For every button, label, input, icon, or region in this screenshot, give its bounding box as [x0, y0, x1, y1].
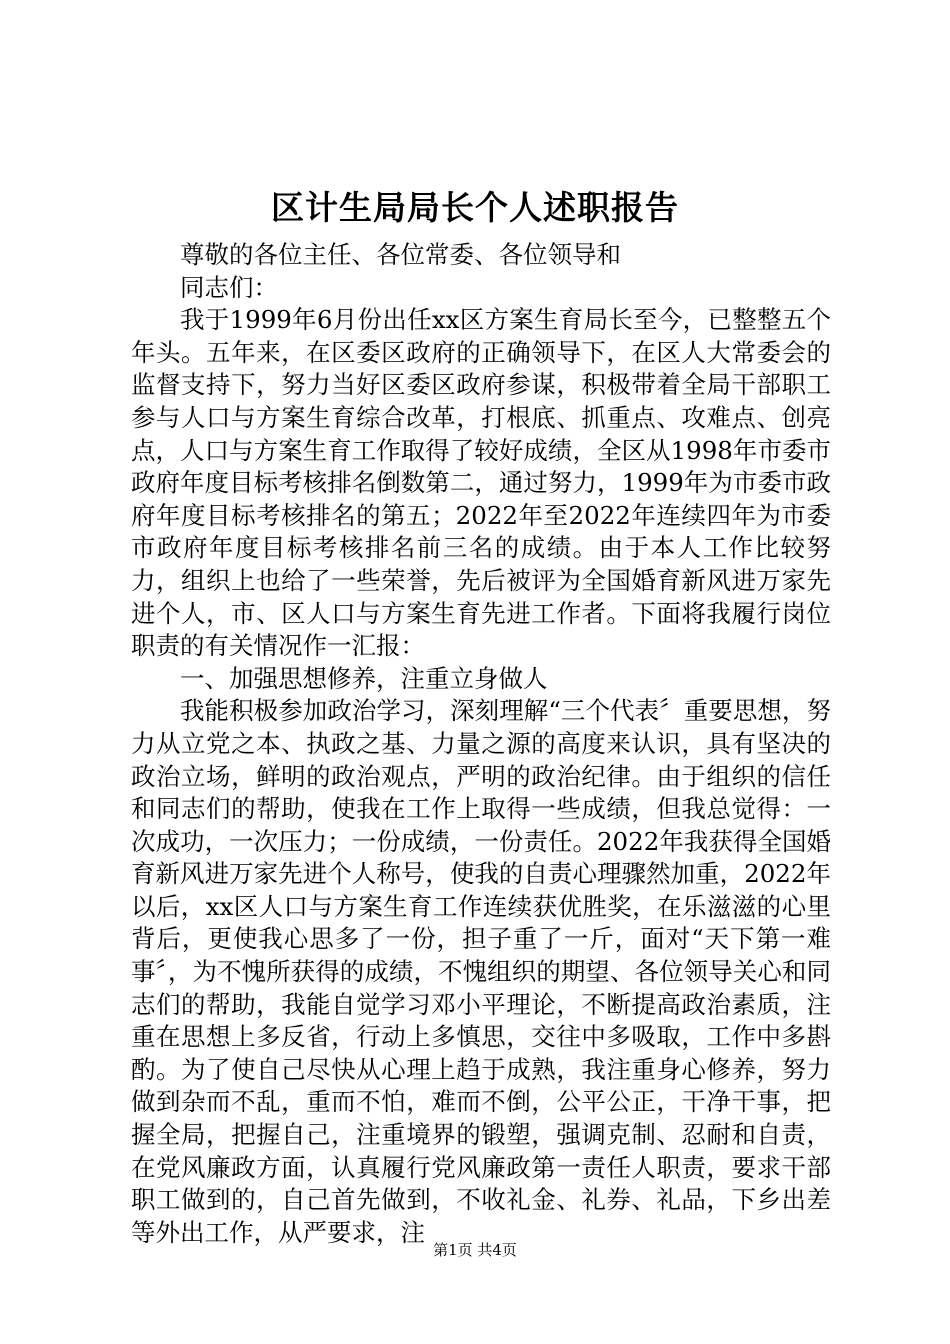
paragraph-section-1: 我能积极参加政治学习，深刻理解“三个代表〞重要思想，努力从立党之本、执政之基、力量之源的高度来认识，具有坚决的政治立场，鲜明的政治观点，严明的政治纪律。由于组织的信任和同志们的帮助，使我在工作上取得一些成绩，但我总觉得：一次成功，一次压力；一份成绩，一份责任。2022年我获得全国婚育新风进万家先进个人称号，使我的自责心理骤然加重，2022年以后，xx区人口与方案生育工作连续获优胜奖，在乐滋滋的心里背后，更使我心思多了一份，担子重了一斤，面对“天下第一难事〞，为不愧所获得的成绩，不愧组织的期望、各位领导关心和同志们的帮助，我能自觉学习邓小平理论，不断提高政治素质，注重在思想上多反省，行动上多慎思，交往中多吸取，工作中多斟酌。为了使自己尽快从心理上趋于成熟，我注重身心修养，努力做到杂而不乱，重而不怕，难而不倒，公平公正，干净干事，把握全局，把握自己，注重境界的锻塑，强调克制、忍耐和自责，在党风廉政方面，认真履行党风廉政第一责任人职责，要求干部职工做到的，自己首先做到，不收礼金、礼券、礼品，下乡出差等外出工作，从严要求，注 [131, 696, 831, 1247]
page-footer: 第1页 共4页 [433, 1241, 517, 1259]
document-title: 区计生局局长个人述职报告 [271, 188, 679, 227]
salutation-line-2: 同志们： [180, 272, 278, 302]
paragraph-intro: 我于1999年6月份出任xx区方案生育局长至今，已整整五个年头。五年来，在区委区政府的正确领导下，在区人大常委会的监督支持下，努力当好区委区政府参谋，积极带着全局干部职工参与人口与方案生育综合改革，打根底、抓重点、攻难点、创亮点，人口与方案生育工作取得了较好成绩，全区从1998年市委市政府年度目标考核排名倒数第二，通过努力，1999年为市委市政府年度目标考核排名的第五；2022年至2022年连续四年为市委市政府年度目标考核排名前三名的成绩。由于本人工作比较努力，组织上也给了一些荣誉，先后被评为全国婚育新风进万家先进个人，市、区人口与方案生育先进工作者。下面将我履行岗位职责的有关情况作一汇报： [131, 305, 831, 661]
section-heading-1: 一、加强思想修养，注重立身做人 [180, 663, 548, 693]
salutation-line-1: 尊敬的各位主任、各位常委、各位领导和 [180, 240, 621, 269]
document-body [131, 239, 831, 1249]
